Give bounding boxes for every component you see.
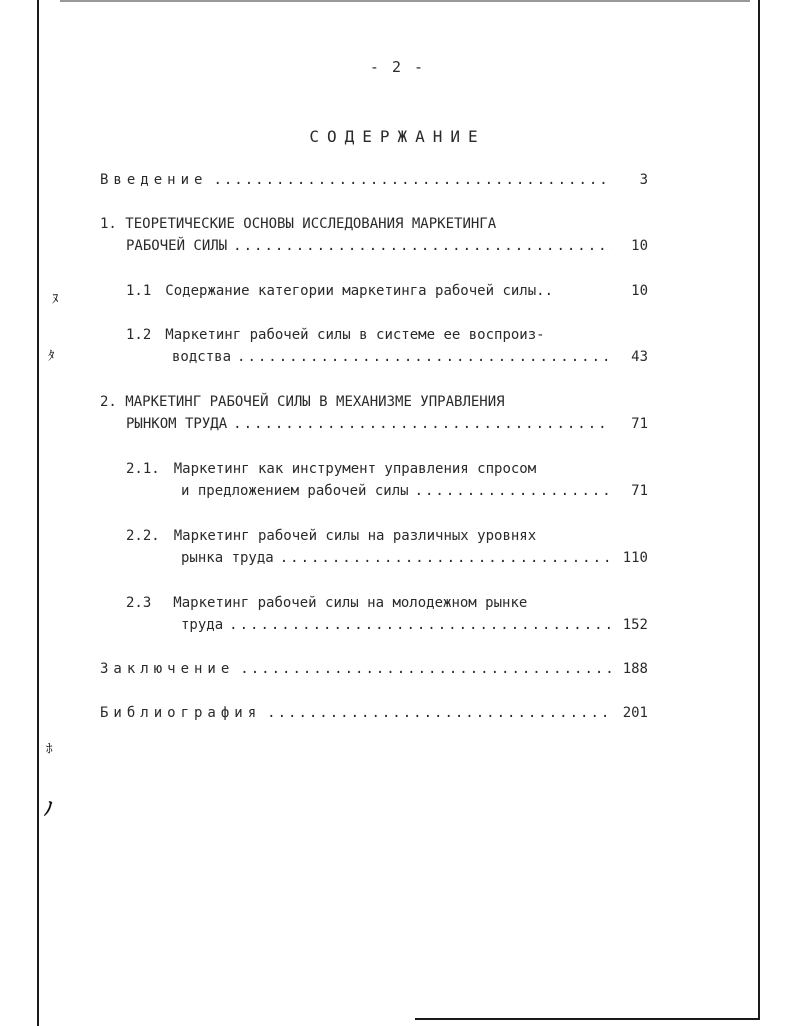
toc-entry-label: Содержание категории маркетинга рабочей силы.. [165, 283, 554, 299]
leader-dots [267, 705, 612, 721]
margin-scribble-1: ﾇ [52, 292, 59, 307]
toc-entry-label-cont: рынка труда [181, 550, 274, 566]
toc-entry-label: Маркетинг рабочей силы на различных уровнях [173, 528, 537, 544]
leader-dots [233, 238, 612, 254]
toc-entry-label-cont: РАБОЧЕЙ СИЛЫ [126, 238, 228, 254]
toc-entry-page: 71 [631, 416, 648, 432]
toc-entry-page: 10 [631, 283, 648, 299]
leader-dots [237, 349, 612, 365]
toc-entry-s1-1 [126, 283, 648, 303]
toc-entry-ch2-line1 [100, 394, 648, 414]
toc-entry-label: Библиография [100, 705, 262, 721]
margin-scribble-3: ﾎ [46, 742, 53, 757]
leader-dots [233, 416, 612, 432]
toc-entry-s2-3-line2 [181, 617, 648, 637]
toc-entry-label-cont: и предложением рабочей силы [181, 483, 409, 499]
toc-entry-ch2-line2 [126, 416, 648, 436]
section-number: 2.3 [126, 595, 152, 611]
toc-entry-s2-1-line2 [181, 483, 648, 503]
toc-entry-label-cont: водства [172, 349, 232, 365]
margin-scribble-2: ﾀ [48, 349, 55, 364]
leader-dots [240, 661, 612, 677]
toc-entry-label: Маркетинг рабочей силы в системе ее воспроиз- [165, 327, 545, 343]
toc-entry-page: 110 [622, 550, 648, 566]
chapter-number: 1. [100, 216, 117, 232]
section-number: 1.2 [126, 327, 152, 343]
toc-entry-label: Маркетинг рабочей силы на молодежном рынке [173, 595, 528, 611]
toc-entry-page: 188 [622, 661, 648, 677]
toc-entry-page: 152 [622, 617, 648, 633]
toc-entry-page: 71 [631, 483, 648, 499]
toc-entry-s2-2-line1 [126, 528, 648, 548]
toc-entry-label: Заключение [100, 661, 235, 677]
toc-entry-number [100, 394, 505, 410]
section-number: 1.1 [126, 283, 152, 299]
toc-entry-label: ТЕОРЕТИЧЕСКИЕ ОСНОВЫ ИССЛЕДОВАНИЯ МАРКЕТИНГА [125, 216, 497, 232]
page-number: - 2 - [369, 58, 426, 76]
leader-dots [415, 483, 612, 499]
toc-entry-ch1-line2 [126, 238, 648, 258]
toc-entry-label: МАРКЕТИНГ РАБОЧЕЙ СИЛЫ В МЕХАНИЗМЕ УПРАВЛЕНИЯ [125, 394, 505, 410]
toc-entry-page: 3 [639, 172, 648, 188]
toc-entry-page: 43 [631, 349, 648, 365]
toc-entry-s2-2-line2 [181, 550, 648, 570]
section-number: 2.2. [126, 528, 160, 544]
toc-entry-intro [100, 172, 648, 192]
leader-dots [280, 550, 612, 566]
toc-entry-s1-2-line1 [126, 327, 648, 347]
leader-dots [213, 172, 612, 188]
toc-entry-label: Маркетинг как инструмент управления спросом [173, 461, 537, 477]
scan-edge-bottom [415, 1018, 760, 1020]
leader-dots [229, 617, 612, 633]
toc-entry-label-cont: труда [181, 617, 224, 633]
toc-entry-page: 201 [622, 705, 648, 721]
scan-edge-left [37, 0, 39, 1026]
toc-entry-page: 10 [631, 238, 648, 254]
toc-entry-bibliography [100, 705, 648, 725]
toc-entry-number [100, 216, 496, 232]
scan-edge-right [758, 0, 760, 1018]
margin-scribble-4: ﾉ [44, 799, 53, 820]
section-number: 2.1. [126, 461, 160, 477]
toc-entry-label: Введение [100, 172, 208, 188]
toc-entry-s2-3-line1 [126, 595, 648, 615]
scan-edge-top [60, 0, 750, 2]
toc-entry-label-cont: РЫНКОМ ТРУДА [126, 416, 228, 432]
toc-title: СОДЕРЖАНИЕ [309, 127, 486, 146]
toc-entry-ch1-line1 [100, 216, 648, 236]
toc-entry-s2-1-line1 [126, 461, 648, 481]
chapter-number: 2. [100, 394, 117, 410]
toc-entry-conclusion [100, 661, 648, 681]
toc-entry-s1-2-line2 [172, 349, 648, 369]
